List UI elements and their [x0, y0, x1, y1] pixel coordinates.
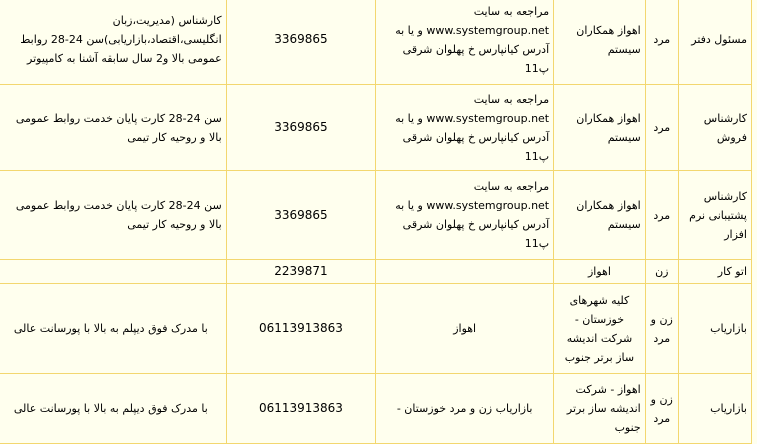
job-gender: زن	[645, 260, 678, 284]
job-phone: 2239871	[226, 260, 376, 284]
job-title: بازاریاب	[678, 284, 751, 374]
table-row	[0, 374, 752, 444]
job-requirements: سن 24-28 کارت پایان خدمت روابط عمومی بالا و روحیه کار تیمی	[0, 85, 226, 171]
table-row	[0, 0, 752, 85]
job-requirements: با مدرک فوق دیپلم به بالا با پورسانت عالی	[0, 284, 226, 374]
job-company: کلیه شهرهای خوزستان - شرکت اندیشه ساز برتر جنوب	[554, 284, 646, 374]
job-gender: مرد	[645, 171, 678, 260]
job-title: اتو کار	[678, 260, 751, 284]
table-row	[0, 284, 752, 374]
job-title: بازاریاب	[678, 374, 751, 444]
table-row	[0, 171, 752, 260]
job-title: کارشناس پشتیبانی نرم افزار	[678, 171, 751, 260]
job-requirements: با مدرک فوق دیپلم به بالا با پورسانت عالی	[0, 374, 226, 444]
job-phone: 06113913863	[226, 284, 376, 374]
job-company: اهواز	[554, 260, 646, 284]
job-phone: 3369865	[226, 171, 376, 260]
job-phone: 3369865	[226, 0, 376, 85]
job-company: اهواز همکاران سیستم	[554, 171, 646, 260]
job-gender: زن و مرد	[645, 374, 678, 444]
job-requirements	[0, 260, 226, 284]
job-requirements: کارشناس (مدیریت،زبان انگلیسی،اقتصاد،بازاریابی)سن 24-28 روابط عمومی بالا و2 سال سابقه آشنا به کامپیوتر	[0, 0, 226, 85]
job-gender: زن و مرد	[645, 284, 678, 374]
job-address	[376, 260, 554, 284]
job-phone: 3369865	[226, 85, 376, 171]
job-title: مسئول دفتر	[678, 0, 751, 85]
job-company: اهواز همکاران سیستم	[554, 0, 646, 85]
job-company: اهواز - شرکت اندیشه ساز برتر جنوب	[554, 374, 646, 444]
job-address: مراجعه به سایت www.systemgroup.net و یا به آدرس کیانپارس خ پهلوان شرقی پ11	[376, 171, 554, 260]
job-company: اهواز همکاران سیستم	[554, 85, 646, 171]
job-address: مراجعه به سایت www.systemgroup.net و یا به آدرس کیانپارس خ پهلوان شرقی پ11	[376, 85, 554, 171]
job-address: اهواز	[376, 284, 554, 374]
job-gender: مرد	[645, 0, 678, 85]
job-address: مراجعه به سایت www.systemgroup.net و یا به آدرس کیانپارس خ پهلوان شرقی پ11	[376, 0, 554, 85]
job-phone: 06113913863	[226, 374, 376, 444]
job-address: بازاریاب زن و مرد خوزستان -	[376, 374, 554, 444]
job-gender: مرد	[645, 85, 678, 171]
job-requirements: سن 24-28 کارت پایان خدمت روابط عمومی بالا و روحیه کار تیمی	[0, 171, 226, 260]
table-row	[0, 260, 752, 284]
table-row	[0, 85, 752, 171]
job-title: کارشناس فروش	[678, 85, 751, 171]
